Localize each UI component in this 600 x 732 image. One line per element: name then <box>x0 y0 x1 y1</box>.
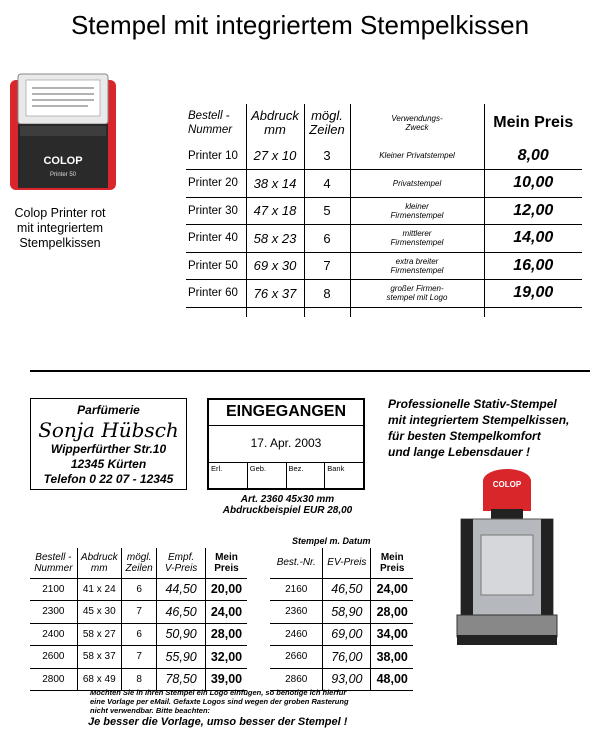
sample-line: Wipperfürther Str.10 <box>50 442 167 456</box>
product1-caption <box>0 206 120 251</box>
caption-line: Colop Printer rot <box>14 206 106 220</box>
header-bestnr: Best.-Nr. <box>270 548 322 578</box>
caption-line: mit integriertem <box>16 221 104 235</box>
sample-line: Parfümerie <box>77 403 140 417</box>
promo-text: Professionelle Stativ-Stempel mit integriertem Stempelkissen, für besten Stempelkomfort und lange Lebensdauer ! <box>388 397 570 459</box>
colop-printer-stamp-image <box>8 72 118 197</box>
stamp2-brand: COLOP <box>492 480 522 489</box>
table-row: Printer 20 38 x 14 4 Privatstempel 10,00 <box>186 170 582 198</box>
section-divider <box>30 370 590 372</box>
sample-line: 12345 Kürten <box>70 457 147 471</box>
header-bestellnummer: Bestell - Nummer <box>188 110 233 136</box>
field-label: Erl. <box>209 463 248 488</box>
header-zweck: Verwendungs- Zweck <box>350 104 484 142</box>
table-row: Printer 40 58 x 23 6 mittlerer Firmenstempel 14,00 <box>186 225 582 253</box>
header-evpreis: EV-Preis <box>323 548 371 578</box>
article-info: Art. 2360 45x30 mm Abdruckbeispiel EUR 28,00 <box>222 494 353 516</box>
table-gap <box>247 548 270 578</box>
table-row: 2300 45 x 30 7 46,50 24,00 2360 58,90 28,00 <box>30 601 413 624</box>
table-row: 2800 68 x 49 8 78,50 39,00 2860 93,00 48,00 <box>30 668 413 691</box>
table-row-spacer <box>186 307 582 317</box>
table-row: Printer 30 47 x 18 5 kleiner Firmenstempel 12,00 <box>186 197 582 225</box>
page-title: Stempel mit integriertem Stempelkissen <box>70 10 530 40</box>
sample-line: Telefon 0 22 07 - 12345 <box>43 472 174 486</box>
eingegangen-stamp-sample <box>207 398 365 490</box>
header-zeilen: mögl. Zeilen <box>304 104 350 142</box>
eingegangen-heading: EINGEGANGEN <box>209 400 363 426</box>
field-label: Geb. <box>248 463 287 488</box>
table-row: Printer 10 27 x 10 3 Kleiner Privatstempel 8,00 <box>186 142 582 170</box>
logo-note: Möchten Sie in Ihren Stempel ein Logo einfügen, so benötige ich hierfür eine Vorlage per eMail. Gefaxte Logos sind wegen der groben Rasterung nicht verwendbar. Bitte beachten: <box>90 688 349 715</box>
table-row: 2600 58 x 37 7 55,90 32,00 2660 76,00 38,00 <box>30 646 413 669</box>
header-preis: Mein Preis <box>493 114 574 131</box>
stamp-imprint-sample <box>30 398 187 490</box>
header-zeilen: mögl. Zeilen <box>121 548 157 578</box>
table-row: 2100 41 x 24 6 44,50 20,00 2160 46,50 24,00 <box>30 578 413 601</box>
eingegangen-date: 17. Apr. 2003 <box>250 436 322 450</box>
header-preis2: Mein Preis <box>371 548 413 578</box>
header-abdruck: Abdruck mm <box>77 548 121 578</box>
professional-stamp-price-table <box>30 548 413 691</box>
eingegangen-fields <box>209 462 363 488</box>
stamp-date-label: Stempel m. Datum <box>292 536 371 546</box>
stamp1-model: Printer 50 <box>49 172 77 178</box>
caption-line: Stempelkissen <box>19 236 101 250</box>
table-row: Printer 50 69 x 30 7 extra breiter Firmenstempel 16,00 <box>186 252 582 280</box>
header-vpreis: Empf. V-Preis <box>157 548 205 578</box>
sample-name: Sonja Hübsch <box>38 418 179 442</box>
table-row: Printer 60 76 x 37 8 großer Firmen- stempel mit Logo 19,00 <box>186 280 582 308</box>
header-bestellnummer: Bestell - Nummer <box>30 548 77 578</box>
field-label: Bez. <box>287 463 326 488</box>
stamp1-brand: COLOP <box>43 155 83 167</box>
header-abdruck: Abdruck mm <box>246 104 304 142</box>
header-preis: Mein Preis <box>205 548 247 578</box>
table-row: 2400 58 x 27 6 50,90 28,00 2460 69,00 34,00 <box>30 623 413 646</box>
field-label: Bank <box>327 464 345 473</box>
colop-professional-stamp-image <box>455 465 560 650</box>
printer-price-table <box>186 104 582 317</box>
motto-text: Je besser die Vorlage, umso besser der Stempel ! <box>88 716 348 728</box>
